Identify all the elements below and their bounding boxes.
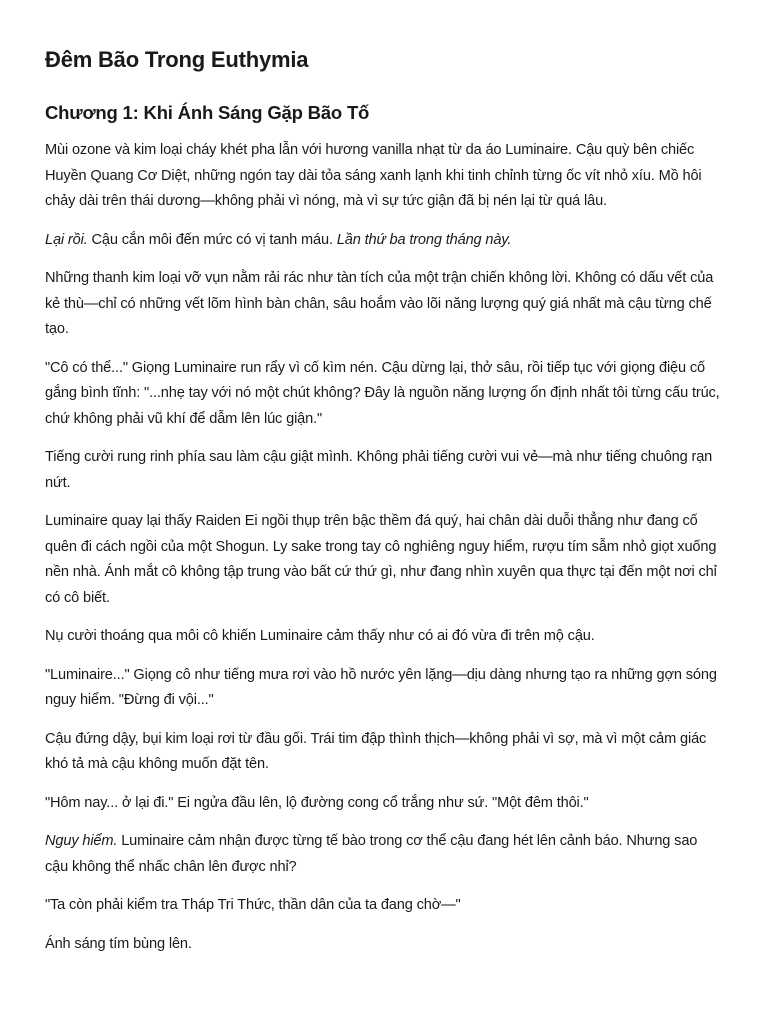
paragraph-10: "Hôm nay... ở lại đi." Ei ngửa đầu lên, lộ đường cong cổ trắng như sứ. "Một đêm thôi." (45, 794, 589, 811)
paragraph-4: "Cô có thể..." Giọng Luminaire run rẩy vì cố kìm nén. Cậu dừng lại, thở sâu, rồi tiếp tục với giọng điệu cố gắng bình tĩnh: "...nhẹ tay với nó một chút không? Đây là nguồn năng lượng ổn định nhất tôi từng cấu trúc, chứ không phải vũ khí để dẫm lên lúc giận." (45, 359, 720, 427)
paragraph-6: Luminaire quay lại thấy Raiden Ei ngồi thụp trên bậc thềm đá quý, hai chân dài duỗi thẳng như đang cố quên đi cách ngồi của một Shogun. Ly sake trong tay cô nghiêng nguy hiểm, rượu tím sẫm nhỏ giọt xuống nền nhà. Ánh mắt cô không tập trung vào bất cứ thứ gì, như đang nhìn xuyên qua thực tại đến một nơi chỉ có cô biết. (45, 513, 717, 606)
paragraph-2-italic-end: Lần thứ ba trong tháng này. (336, 231, 512, 248)
paragraph-7: Nụ cười thoáng qua môi cô khiến Luminaire cảm thấy như có ai đó vừa đi trên mộ cậu. (45, 628, 595, 644)
paragraph-5: Tiếng cười rung rinh phía sau làm cậu giật mình. Không phải tiếng cười vui vẻ—mà như tiếng chuông rạn nứt. (45, 449, 713, 491)
paragraph-12: "Ta còn phải kiểm tra Tháp Tri Thức, thần dân của ta đang chờ—" (45, 897, 461, 913)
paragraph-2-text: Cậu cắn môi đến mức có vị tanh máu. (87, 231, 337, 248)
paragraph-13: Ánh sáng tím bùng lên. (45, 935, 192, 952)
paragraph-11-italic-start: Nguy hiểm. (45, 833, 118, 849)
paragraph-1: Mùi ozone và kim loại cháy khét pha lẫn với hương vanilla nhạt từ da áo Luminaire. Cậu quỳ bên chiếc Huyền Quang Cơ Diệt, những ngón tay dài tỏa sáng xanh lạnh khi tinh chỉnh từng ốc vít nhỏ xíu. Mồ hôi chảy dài trên thái dương—không phải vì nóng, mà vì sự tức giận đã bị nén lại từ quá lâu. (45, 142, 702, 209)
paragraph-2-italic-start: Lại rồi. (45, 231, 88, 248)
paragraph-11-text: Luminaire cảm nhận được từng tế bào trong cơ thể cậu đang hét lên cảnh báo. Nhưng sao cậu không thể nhấc chân lên được nhỉ? (45, 833, 698, 875)
chapter-title: Chương 1: Khi Ánh Sáng Gặp Bão Tố (45, 102, 370, 123)
paragraph-2 (45, 228, 724, 254)
paragraph-3: Những thanh kim loại vỡ vụn nằm rải rác như tàn tích của một trận chiến không lời. Không có dấu vết của kẻ thù—chỉ có những vết lõm hình bàn chân, sâu hoắm vào lõi năng lượng quý giá nhất mà cậu từng chế tạo. (45, 270, 714, 337)
paragraph-11 (45, 829, 724, 880)
paragraph-9: Cậu đứng dậy, bụi kim loại rơi từ đầu gối. Trái tim đập thình thịch—không phải vì sợ, mà vì một cảm giác khó tả mà cậu không muốn đặt tên. (45, 730, 707, 772)
document-title: Đêm Bão Trong Euthymia (45, 47, 309, 72)
paragraph-8: "Luminaire..." Giọng cô như tiếng mưa rơi vào hồ nước yên lặng—dịu dàng nhưng tạo ra những gợn sóng nguy hiểm. "Đừng đi vội..." (45, 666, 717, 708)
